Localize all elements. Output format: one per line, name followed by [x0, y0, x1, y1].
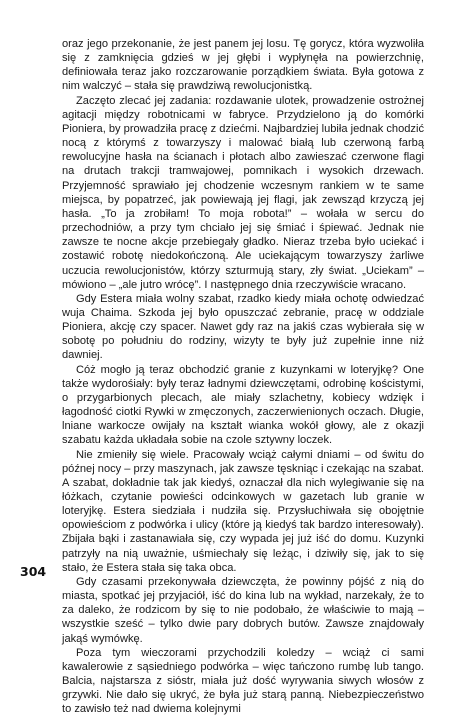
- paragraph-3: Gdy Estera miała wolny szabat, rzadko kiedy miała ochotę odwiedzać wuja Chaima. Szkoda jej było opuszczać zebranie, pracę w oddziale Pioniera, akcję czy spacer. Nawet gdy raz na jakiś czas wybierała się w sobotę po południu do rodziny, wizyty te były już zupełnie inne niż dawniej.: [62, 292, 424, 362]
- paragraph-7: Poza tym wieczorami przychodzili koledzy – wciąż ci sami kawalerowie z sąsiedniego podwórka – więc tańczono rumbę lub tango. Balcia, najstarsza z sióstr, miała już dość wyrywania siwych włosów z grzywki. Nie dało się ukryć, że była już starą panną. Niebezpieczeństwo to zawisło też nad dwiema kolejnymi: [62, 646, 424, 716]
- paragraph-6: Gdy czasami przekonywała dziewczęta, że powinny pójść z nią do miasta, spotkać jej przyjaciół, iść do kina lub na wykład, narzekały, że to za daleko, że rodzicom by się to nie podobało, że właściwie to mają – wszystkie sześć – tylko dwie pary dobrych butów. Zawsze znajdowały jakąś wymówkę.: [62, 575, 424, 645]
- body-text: [62, 37, 424, 717]
- paragraph-4: Cóż mogło ją teraz obchodzić granie z kuzynkami w loteryjkę? One także wydorośiały: były teraz ładnymi dziewczętami, odrobinę kościstymi, o przygarbionych plecach, ale miały szlachetny, kobiecy wdzięk i łagodność ciotki Rywki w zmęczonych, zaczerwienionych oczach. Długie, lniane warkocze owijały na kształt wianka wokół głowy, ale z okazji szabatu każda układała sobie na czole sztywny loczek.: [62, 363, 424, 447]
- paragraph-5: Nie zmieniły się wiele. Pracowały wciąż całymi dniami – od świtu do późnej nocy – przy maszynach, jak zawsze tęskniąc i czekając na szabat. A szabat, dokładnie tak jak kiedyś, oznaczał dla nich wylegiwanie się na łóżkach, czytanie powieści odcinkowych w gazetach lub granie w loteryjkę. Estera siedziała i nudziła się. Przysłuchiwała się obojętnie opowieściom z podwórka i ulicy (które ją kiedyś tak bardzo interesowały). Zbijała bąki i zastanawiała się, czy wypada jej już iść do domu. Kuzynki patrzyły na nią uważnie, uśmiechały się leżąc, i dziwiły się, jak to się stało, że Estera stała się taka obca.: [62, 448, 424, 574]
- paragraph-1: oraz jego przekonanie, że jest panem jej losu. Tę gorycz, która wyzwoliła się z zamknięcia gdzieś w jej głębi i wypłynęła na powierzchnię, definiowała teraz jako rozczarowanie porządkiem świata. Była gotowa z nim walczyć – stała się prawdziwą rewolucjonistką.: [62, 38, 424, 93]
- page-number: 304: [20, 564, 47, 579]
- paragraph-2: Zaczęto zlecać jej zadania: rozdawanie ulotek, prowadzenie ostrożnej agitacji między robotnicami w fabryce. Przydzielono ją do komórki Pioniera, by prowadziła pracę z dziećmi. Najbardziej lubiła jednak chodzić nocą z którymś z towarzyszy i malować białą lub czerwoną farbą rewolucyjne hasła na ścianach i płotach albo zawieszać czerwone flagi na drutach trakcji tramwajowej, pomnikach i wysokich drzewach. Przyjemność sprawiało jej chodzenie wczesnym rankiem w te same miejsca, by popatrzeć, jak powiewają jej flagi, jak zewsząd krzyczą jej hasła. „To ja zrobiłam! To moja robota!” – wołała w sercu do przechodniów, a przy tym chciało jej się śmiać i śpiewać. Jednak nie zawsze te nocne akcje przebiegały gładko. Nieraz trzeba było uciekać i zostawić robotę niedokończoną. Ale uciekającym towarzyszy żarliwe uczucia rewolucjonistów, którzy szturmują stary, zły świat. „Uciekam” – mówiono – „ale jutro wrócę”. I następnego dnia rzeczywiście wracano.: [62, 94, 424, 291]
